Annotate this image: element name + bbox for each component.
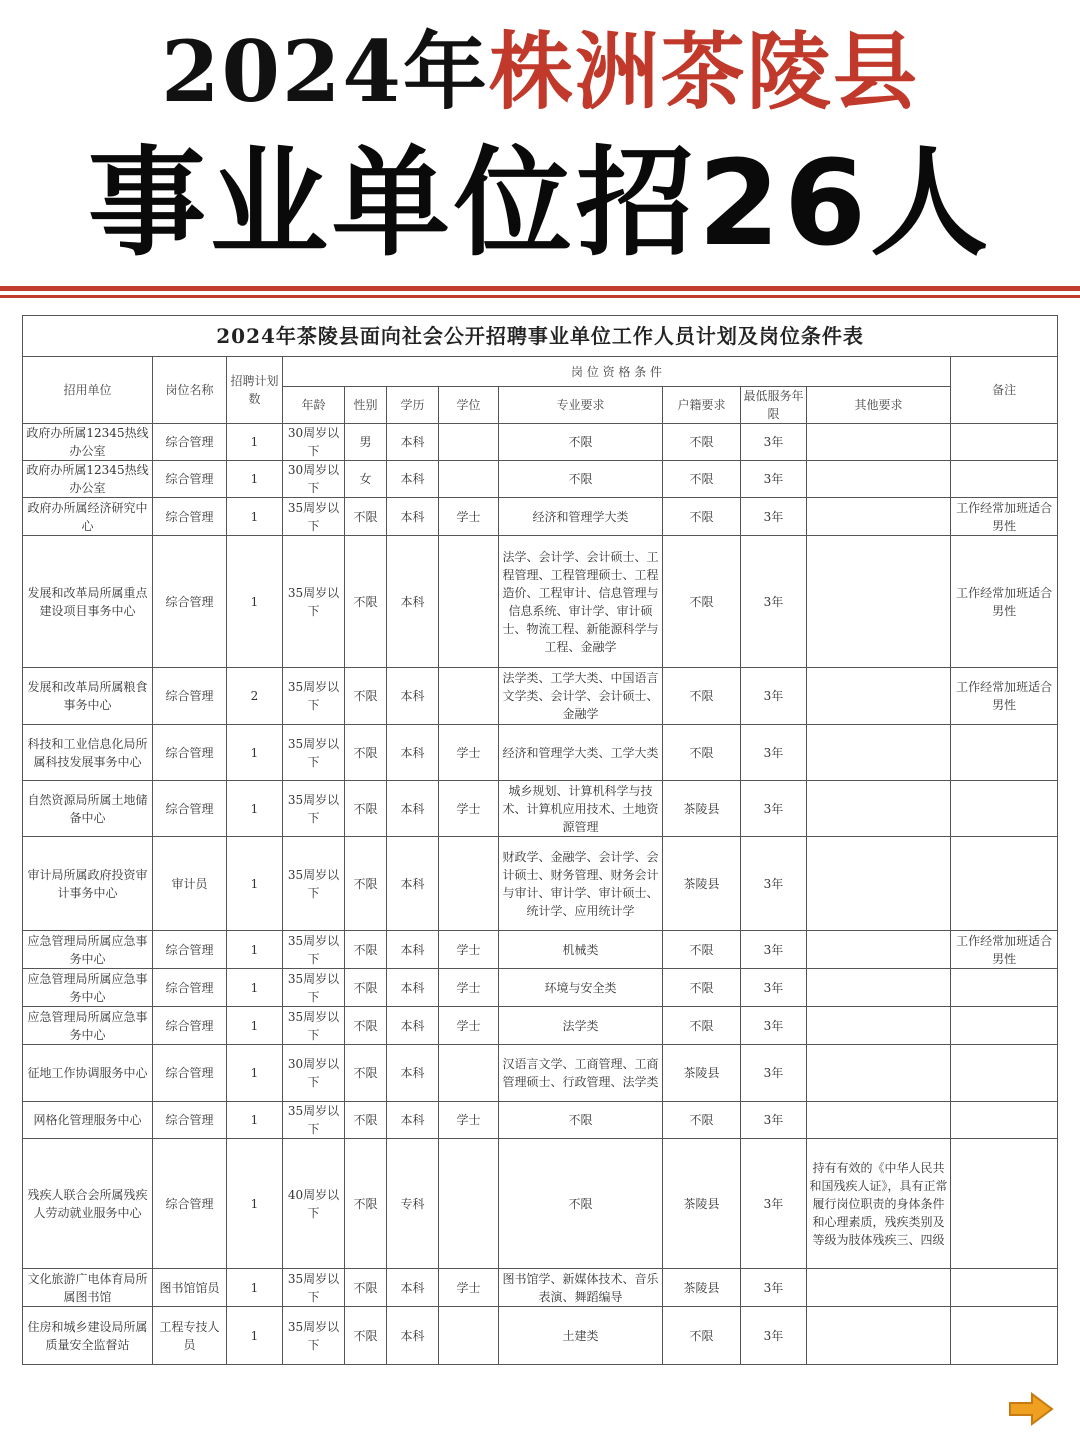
cell-degree — [439, 668, 499, 725]
cell-household: 茶陵县 — [663, 1045, 741, 1102]
cell-major: 法学类 — [499, 1007, 663, 1045]
cell-education: 本科 — [387, 424, 439, 461]
cell-count: 1 — [227, 1007, 283, 1045]
cell-count: 1 — [227, 725, 283, 781]
cell-gender: 不限 — [345, 536, 387, 668]
cell-other — [807, 424, 951, 461]
cell-major: 法学类、工学大类、中国语言文学类、会计学、会计硕士、金融学 — [499, 668, 663, 725]
cell-count: 1 — [227, 1307, 283, 1365]
cell-position: 综合管理 — [153, 781, 227, 837]
cell-gender: 不限 — [345, 1102, 387, 1139]
cell-service: 3年 — [741, 668, 807, 725]
cell-household: 不限 — [663, 536, 741, 668]
cell-household: 茶陵县 — [663, 781, 741, 837]
cell-age: 35周岁以下 — [283, 725, 345, 781]
cell-unit: 政府办所属12345热线办公室 — [23, 424, 153, 461]
cell-major: 不限 — [499, 424, 663, 461]
cell-age: 35周岁以下 — [283, 781, 345, 837]
cell-unit: 残疾人联合会所属残疾人劳动就业服务中心 — [23, 1139, 153, 1269]
cell-count: 1 — [227, 1045, 283, 1102]
cell-degree — [439, 1045, 499, 1102]
cell-service: 3年 — [741, 837, 807, 931]
table-row — [23, 931, 1058, 969]
table-title: 2024年茶陵县面向社会公开招聘事业单位工作人员计划及岗位条件表 — [23, 316, 1058, 357]
cell-other — [807, 1307, 951, 1365]
cell-major: 城乡规划、计算机科学与技术、计算机应用技术、土地资源管理 — [499, 781, 663, 837]
table-row — [23, 1007, 1058, 1045]
cell-position: 综合管理 — [153, 931, 227, 969]
cell-unit: 应急管理局所属应急事务中心 — [23, 1007, 153, 1045]
cell-degree: 学士 — [439, 1007, 499, 1045]
cell-education: 本科 — [387, 725, 439, 781]
cell-other — [807, 931, 951, 969]
watermark — [760, 1382, 1010, 1404]
cell-service: 3年 — [741, 725, 807, 781]
cell-household: 不限 — [663, 725, 741, 781]
cell-other — [807, 969, 951, 1007]
table-row — [23, 725, 1058, 781]
table-row — [23, 1045, 1058, 1102]
cell-education: 专科 — [387, 1139, 439, 1269]
table-row — [23, 461, 1058, 498]
cell-household: 不限 — [663, 668, 741, 725]
cell-major: 汉语言文学、工商管理、工商管理硕士、行政管理、法学类 — [499, 1045, 663, 1102]
cell-age: 35周岁以下 — [283, 536, 345, 668]
cell-other — [807, 536, 951, 668]
col-gender: 性别 — [345, 387, 387, 424]
col-age: 年龄 — [283, 387, 345, 424]
cell-count: 1 — [227, 781, 283, 837]
cell-gender: 不限 — [345, 781, 387, 837]
cell-gender: 不限 — [345, 668, 387, 725]
cell-age: 40周岁以下 — [283, 1139, 345, 1269]
cell-other — [807, 1007, 951, 1045]
cell-household: 不限 — [663, 424, 741, 461]
cell-gender: 不限 — [345, 498, 387, 536]
divider-thin — [0, 295, 1080, 298]
cell-education: 本科 — [387, 1007, 439, 1045]
cell-age: 35周岁以下 — [283, 1007, 345, 1045]
cell-position: 图书馆馆员 — [153, 1269, 227, 1307]
cell-major: 不限 — [499, 1139, 663, 1269]
cell-remark: 工作经常加班适合男性 — [951, 536, 1058, 668]
col-unit: 招用单位 — [23, 357, 153, 424]
cell-other — [807, 1045, 951, 1102]
cell-gender: 不限 — [345, 725, 387, 781]
table-row — [23, 498, 1058, 536]
table-row — [23, 969, 1058, 1007]
cell-major: 图书馆学、新媒体技术、音乐表演、舞蹈编导 — [499, 1269, 663, 1307]
cell-age: 35周岁以下 — [283, 1307, 345, 1365]
cell-degree: 学士 — [439, 781, 499, 837]
cell-major: 财政学、金融学、会计学、会计硕士、财务管理、财务会计与审计、审计学、审计硕士、统计学、应用统计学 — [499, 837, 663, 931]
table-row — [23, 1307, 1058, 1365]
cell-remark — [951, 1139, 1058, 1269]
cell-education: 本科 — [387, 536, 439, 668]
cell-remark — [951, 424, 1058, 461]
cell-age: 30周岁以下 — [283, 461, 345, 498]
cell-remark — [951, 461, 1058, 498]
cell-position: 综合管理 — [153, 668, 227, 725]
cell-household: 不限 — [663, 1102, 741, 1139]
cell-gender: 不限 — [345, 1139, 387, 1269]
cell-gender: 不限 — [345, 1269, 387, 1307]
cell-education: 本科 — [387, 931, 439, 969]
cell-other — [807, 461, 951, 498]
cell-education: 本科 — [387, 1102, 439, 1139]
cell-unit: 征地工作协调服务中心 — [23, 1045, 153, 1102]
cell-count: 1 — [227, 498, 283, 536]
cell-remark — [951, 725, 1058, 781]
cell-other — [807, 781, 951, 837]
cell-household: 不限 — [663, 1307, 741, 1365]
cell-other — [807, 837, 951, 931]
cell-unit: 自然资源局所属土地储备中心 — [23, 781, 153, 837]
cell-position: 综合管理 — [153, 1102, 227, 1139]
cell-education: 本科 — [387, 837, 439, 931]
cell-remark — [951, 837, 1058, 931]
table-row — [23, 1139, 1058, 1269]
cell-degree: 学士 — [439, 1102, 499, 1139]
cell-household: 不限 — [663, 931, 741, 969]
cell-position: 审计员 — [153, 837, 227, 931]
cell-household: 茶陵县 — [663, 837, 741, 931]
cell-position: 综合管理 — [153, 536, 227, 668]
cell-gender: 不限 — [345, 1045, 387, 1102]
cell-unit: 文化旅游广电体育局所属图书馆 — [23, 1269, 153, 1307]
cell-service: 3年 — [741, 536, 807, 668]
cell-remark — [951, 1007, 1058, 1045]
cell-unit: 应急管理局所属应急事务中心 — [23, 931, 153, 969]
cell-count: 1 — [227, 1139, 283, 1269]
cell-unit: 政府办所属经济研究中心 — [23, 498, 153, 536]
cell-degree: 学士 — [439, 1269, 499, 1307]
cell-age: 35周岁以下 — [283, 1102, 345, 1139]
cell-service: 3年 — [741, 969, 807, 1007]
cell-age: 30周岁以下 — [283, 424, 345, 461]
cell-age: 35周岁以下 — [283, 1269, 345, 1307]
cell-remark: 工作经常加班适合男性 — [951, 498, 1058, 536]
table-row — [23, 1269, 1058, 1307]
col-count: 招聘计划数 — [227, 357, 283, 424]
cell-major: 机械类 — [499, 931, 663, 969]
cell-major: 经济和管理学大类、工学大类 — [499, 725, 663, 781]
cell-count: 2 — [227, 668, 283, 725]
cell-remark — [951, 781, 1058, 837]
table-row — [23, 668, 1058, 725]
cell-education: 本科 — [387, 1269, 439, 1307]
cell-service: 3年 — [741, 1007, 807, 1045]
cell-service: 3年 — [741, 1045, 807, 1102]
cell-count: 1 — [227, 969, 283, 1007]
cell-position: 综合管理 — [153, 1045, 227, 1102]
cell-position: 综合管理 — [153, 461, 227, 498]
cell-age: 35周岁以下 — [283, 668, 345, 725]
cell-degree — [439, 424, 499, 461]
recruitment-table — [22, 315, 1058, 1365]
cell-remark: 工作经常加班适合男性 — [951, 668, 1058, 725]
cell-position: 综合管理 — [153, 424, 227, 461]
cell-education: 本科 — [387, 498, 439, 536]
cell-service: 3年 — [741, 498, 807, 536]
table-row — [23, 1102, 1058, 1139]
cell-remark — [951, 1269, 1058, 1307]
cell-unit: 住房和城乡建设局所属质量安全监督站 — [23, 1307, 153, 1365]
cell-age: 30周岁以下 — [283, 1045, 345, 1102]
cell-unit: 发展和改革局所属粮食事务中心 — [23, 668, 153, 725]
cell-degree: 学士 — [439, 498, 499, 536]
cell-household: 不限 — [663, 969, 741, 1007]
col-remark: 备注 — [951, 357, 1058, 424]
col-major: 专业要求 — [499, 387, 663, 424]
cell-gender: 不限 — [345, 1007, 387, 1045]
cell-position: 综合管理 — [153, 1139, 227, 1269]
cell-other: 持有有效的《中华人民共和国残疾人证》，具有正常履行岗位职责的身体条件和心理素质，残疾类别及等级为肢体残疾三、四级 — [807, 1139, 951, 1269]
cell-other — [807, 498, 951, 536]
cell-service: 3年 — [741, 424, 807, 461]
cell-major: 不限 — [499, 1102, 663, 1139]
arrow-right-icon[interactable] — [1008, 1392, 1054, 1426]
cell-household: 不限 — [663, 461, 741, 498]
cell-education: 本科 — [387, 668, 439, 725]
cell-age: 35周岁以下 — [283, 498, 345, 536]
cell-gender: 不限 — [345, 969, 387, 1007]
cell-unit: 科技和工业信息化局所属科技发展事务中心 — [23, 725, 153, 781]
col-other: 其他要求 — [807, 387, 951, 424]
cell-count: 1 — [227, 424, 283, 461]
cell-household: 不限 — [663, 498, 741, 536]
cell-age: 35周岁以下 — [283, 837, 345, 931]
cell-gender: 男 — [345, 424, 387, 461]
cell-service: 3年 — [741, 1139, 807, 1269]
headline-county: 株洲茶陵县 — [488, 22, 919, 121]
cell-degree — [439, 536, 499, 668]
cell-education: 本科 — [387, 1307, 439, 1365]
cell-position: 工程专技人员 — [153, 1307, 227, 1365]
cell-degree: 学士 — [439, 931, 499, 969]
cell-gender: 不限 — [345, 1307, 387, 1365]
col-service: 最低服务年限 — [741, 387, 807, 424]
cell-education: 本科 — [387, 461, 439, 498]
cell-count: 1 — [227, 1269, 283, 1307]
table-row — [23, 536, 1058, 668]
cell-position: 综合管理 — [153, 969, 227, 1007]
cell-major: 法学、会计学、会计硕士、工程管理、工程管理硕士、工程造价、工程审计、信息管理与信息系统、审计学、审计硕士、物流工程、新能源科学与工程、金融学 — [499, 536, 663, 668]
cell-age: 35周岁以下 — [283, 931, 345, 969]
cell-remark — [951, 1045, 1058, 1102]
cell-degree: 学士 — [439, 969, 499, 1007]
col-position: 岗位名称 — [153, 357, 227, 424]
cell-major: 不限 — [499, 461, 663, 498]
cell-gender: 不限 — [345, 931, 387, 969]
cell-remark — [951, 1102, 1058, 1139]
cell-degree — [439, 1307, 499, 1365]
cell-position: 综合管理 — [153, 725, 227, 781]
headline-year: 2024年 — [161, 22, 489, 121]
cell-count: 1 — [227, 461, 283, 498]
cell-unit: 审计局所属政府投资审计事务中心 — [23, 837, 153, 931]
cell-count: 1 — [227, 931, 283, 969]
cell-major: 环境与安全类 — [499, 969, 663, 1007]
cell-major: 土建类 — [499, 1307, 663, 1365]
cell-remark: 工作经常加班适合男性 — [951, 931, 1058, 969]
cell-other — [807, 1102, 951, 1139]
cell-position: 综合管理 — [153, 1007, 227, 1045]
cell-unit: 发展和改革局所属重点建设项目事务中心 — [23, 536, 153, 668]
cell-count: 1 — [227, 837, 283, 931]
cell-unit: 应急管理局所属应急事务中心 — [23, 969, 153, 1007]
table-body — [23, 424, 1058, 1365]
cell-degree: 学士 — [439, 725, 499, 781]
cell-household: 不限 — [663, 1007, 741, 1045]
cell-major: 经济和管理学大类 — [499, 498, 663, 536]
cell-service: 3年 — [741, 1307, 807, 1365]
recruitment-table-container — [22, 315, 1057, 1360]
cell-service: 3年 — [741, 1269, 807, 1307]
table-row — [23, 781, 1058, 837]
cell-service: 3年 — [741, 781, 807, 837]
table-row — [23, 837, 1058, 931]
cell-education: 本科 — [387, 969, 439, 1007]
col-degree: 学位 — [439, 387, 499, 424]
cell-service: 3年 — [741, 1102, 807, 1139]
cell-count: 1 — [227, 1102, 283, 1139]
cell-count: 1 — [227, 536, 283, 668]
cell-household: 茶陵县 — [663, 1269, 741, 1307]
headline-line1 — [0, 22, 1080, 122]
headline-line2: 事业单位招26人 — [87, 134, 993, 272]
col-household: 户籍要求 — [663, 387, 741, 424]
cell-degree — [439, 1139, 499, 1269]
cell-position: 综合管理 — [153, 498, 227, 536]
cell-remark — [951, 969, 1058, 1007]
cell-household: 茶陵县 — [663, 1139, 741, 1269]
cell-unit: 网格化管理服务中心 — [23, 1102, 153, 1139]
cell-remark — [951, 1307, 1058, 1365]
cell-education: 本科 — [387, 1045, 439, 1102]
cell-unit: 政府办所属12345热线办公室 — [23, 461, 153, 498]
cell-degree — [439, 461, 499, 498]
cell-other — [807, 725, 951, 781]
cell-service: 3年 — [741, 931, 807, 969]
col-qualification-group: 岗 位 资 格 条 件 — [283, 357, 951, 387]
cell-education: 本科 — [387, 781, 439, 837]
cell-age: 35周岁以下 — [283, 969, 345, 1007]
col-education: 学历 — [387, 387, 439, 424]
cell-gender: 不限 — [345, 837, 387, 931]
cell-degree — [439, 837, 499, 931]
cell-other — [807, 1269, 951, 1307]
cell-other — [807, 668, 951, 725]
cell-service: 3年 — [741, 461, 807, 498]
divider-thick — [0, 286, 1080, 291]
table-row — [23, 424, 1058, 461]
cell-gender: 女 — [345, 461, 387, 498]
